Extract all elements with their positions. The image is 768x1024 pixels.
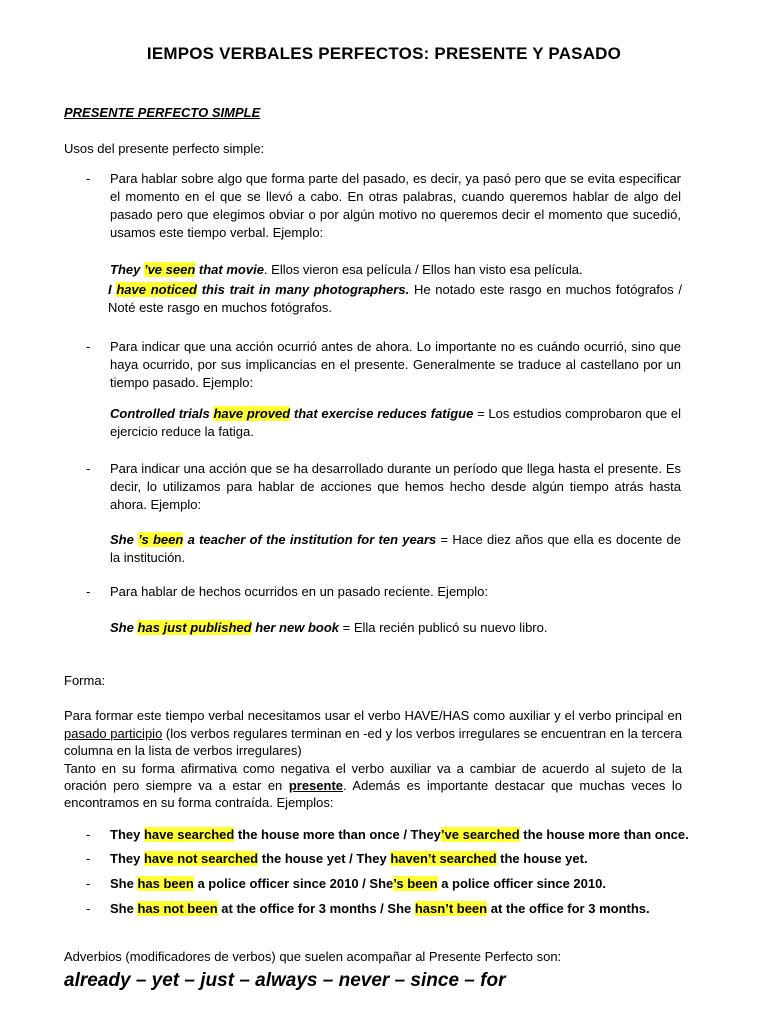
- bullet-dash: -: [86, 876, 91, 891]
- forma-text: Para formar este tiempo verbal necesitamos usar el verbo HAVE/HAS como auxiliar y el verbo principal en: [64, 708, 682, 723]
- section-heading: PRESENTE PERFECTO SIMPLE: [64, 105, 261, 120]
- ex-highlight: ’s been: [138, 532, 184, 547]
- ex-es: = Los estudios comprobaron que el ejercicio reduce la fatiga.: [110, 406, 681, 439]
- example-highlight: have not searched: [143, 851, 259, 866]
- example-highlight: have searched: [143, 827, 235, 842]
- forma-paragraph-2: [64, 760, 682, 811]
- example-highlight: ’ve searched: [440, 827, 520, 842]
- forma-text: (los verbos regulares terminan en -ed y los verbos irregulares se encuentran en la tercera columna en la lista de verbos irregulares): [64, 725, 682, 758]
- example-part: She: [110, 901, 138, 916]
- adverbs-list: already – yet – just – always – never – since – for: [64, 970, 506, 991]
- ex-en: Controlled trials: [110, 406, 214, 421]
- page-title: IEMPOS VERBALES PERFECTOS: PRESENTE Y PASADO: [146, 44, 622, 63]
- ex-es: = Ella recién publicó su nuevo libro.: [339, 620, 548, 635]
- forma-text: . Además es importante destacar que muchas veces lo encontramos en su forma contraída. Ejemplos:: [64, 778, 683, 810]
- ex-es: He notado este rasgo en muchos fotógrafos / Noté este rasgo en muchos fotógrafos.: [108, 282, 683, 315]
- forma-paragraph-1: [64, 707, 682, 760]
- ex-highlight: have noticed: [116, 282, 197, 297]
- forma-underlined: presente: [288, 778, 344, 793]
- ex-en: this trait in many photographers.: [196, 282, 410, 297]
- ex-en: her new book: [251, 620, 339, 635]
- example-part: at the office for 3 months.: [487, 901, 650, 916]
- example-part: at the office for 3 months / She: [217, 901, 415, 916]
- example-part: She: [110, 876, 138, 891]
- example-part: a police officer since 2010 / She: [193, 876, 394, 891]
- use3-text: Para indicar una acción que se ha desarrollado durante un período que llega hasta el presente. Es decir, lo utilizamos para hablar de acciones que hemos hecho desde algún tiempo atrás hasta ahora. Ejemplo:: [110, 461, 681, 512]
- ex-highlight: has just published: [137, 620, 252, 635]
- example-highlight: hasn’t been: [414, 901, 488, 916]
- example-part: the house yet.: [496, 851, 588, 866]
- bullet-dash: -: [86, 827, 91, 842]
- ex-es: = Hace diez años que ella es docente de la institución.: [110, 532, 681, 565]
- use1-example-1: [110, 261, 681, 279]
- ex-en: I: [108, 282, 117, 297]
- use2-example: [110, 405, 681, 441]
- use2-text: Para indicar que una acción ocurrió antes de ahora. Lo importante no es cuándo ocurrió, sino que haya ocurrido, por sus implicancias en el presente. Generalmente se traduce al castellano por un tiempo pasado. Ejemplo:: [110, 339, 681, 390]
- bullet-dash: -: [86, 171, 91, 186]
- ex-en: They: [110, 262, 144, 277]
- adverbs-intro: Adverbios (modificadores de verbos) que suelen acompañar al Presente Perfecto son:: [64, 949, 562, 964]
- ex-es: . Ellos vieron esa película / Ellos han visto esa película.: [263, 262, 583, 277]
- example-text: [110, 900, 650, 918]
- example-part: They: [110, 827, 144, 842]
- example-highlight: ’s been: [393, 876, 438, 891]
- example-part: the house more than once / They: [234, 827, 441, 842]
- use1-text: Para hablar sobre algo que forma parte del pasado, es decir, ya pasó pero que se evita especificar el momento en el que se llevó a cabo. En otras palabras, cuando queremos hablar de algo del pasado pero que elegimos obviar o por algún motivo no queremos decir el momento que sucedió, usamos este tiempo verbal. Ejemplo:: [110, 171, 681, 240]
- use4-example: [110, 619, 681, 637]
- use4-text: Para hablar de hechos ocurridos en un pasado reciente. Ejemplo:: [110, 584, 488, 599]
- ex-en: She: [110, 532, 139, 547]
- use1-example-2: [108, 281, 682, 317]
- example-part: They: [110, 851, 144, 866]
- forma-underlined: pasado participio: [64, 725, 163, 741]
- example-part: the house more than once.: [519, 827, 689, 842]
- ex-highlight: have proved: [213, 406, 291, 421]
- ex-en: a teacher of the institution for ten years: [183, 532, 437, 547]
- ex-en: that movie: [195, 262, 264, 277]
- bullet-dash: -: [86, 461, 91, 476]
- ex-highlight: ’ve seen: [143, 262, 196, 277]
- bullet-dash: -: [86, 584, 91, 599]
- uses-intro: Usos del presente perfecto simple:: [64, 141, 265, 156]
- bullet-dash: -: [86, 339, 91, 354]
- ex-en: that exercise reduces fatigue: [290, 406, 474, 421]
- bullet-dash: -: [86, 901, 91, 916]
- forma-text: Tanto en su forma afirmativa como negativa el verbo auxiliar va a cambiar de acuerdo al sujeto de la oración pero siempre va a estar en: [64, 761, 682, 793]
- example-highlight: haven’t searched: [390, 851, 497, 866]
- use3-example: [110, 531, 681, 567]
- example-part: a police officer since 2010.: [437, 876, 606, 891]
- example-part: the house yet / They: [258, 851, 391, 866]
- example-text: [110, 850, 588, 868]
- example-highlight: has not been: [137, 901, 218, 916]
- ex-en: She: [110, 620, 138, 635]
- forma-label: Forma:: [64, 673, 106, 688]
- example-text: [110, 875, 606, 893]
- example-highlight: has been: [137, 876, 194, 891]
- example-text: [110, 826, 689, 844]
- bullet-dash: -: [86, 851, 91, 866]
